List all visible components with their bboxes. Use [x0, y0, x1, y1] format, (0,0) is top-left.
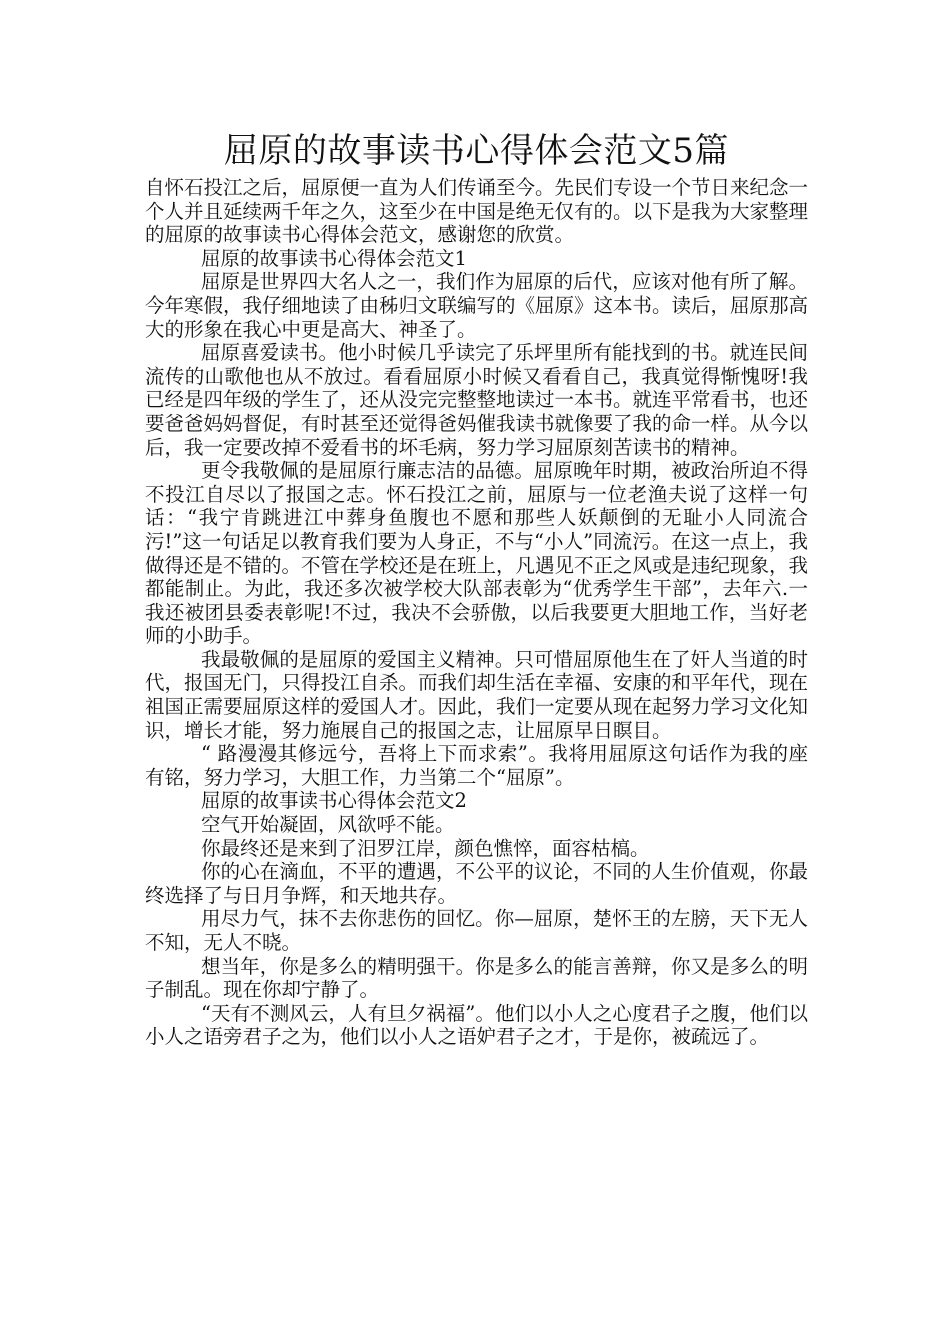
- body-paragraph: 你的心在滴血，不平的遭遇，不公平的议论，不同的人生价值观，你最终选择了与日月争辉，和天地共存。: [145, 860, 808, 907]
- body-paragraph: 用尽力气，抹不去你悲伤的回忆。你—屈原，楚怀王的左膀，天下无人不知，无人不晓。: [145, 907, 808, 954]
- body-paragraph: 屈原的故事读书心得体会范文2: [201, 789, 467, 813]
- body-paragraph: “天有不测风云，人有旦夕祸福”。他们以小人之心度君子之腹，他们以小人之语旁君子之为，他们以小人之语妒君子之才，于是你，被疏远了。: [145, 1001, 808, 1049]
- document-page: [145, 128, 808, 1049]
- body-paragraph: 更令我敬佩的是屈原行廉志洁的品德。屈原晚年时期，被政治所迫不得不投江自尽以了报国之志。怀石投江之前，屈原与一位老渔夫说了这样一句话：“我宁肯跳进江中葬身鱼腹也不愿和那些人妖颠倒的无耻小人同流合污!”这一句话足以教育我们要为人身正，不与“小人”同流污。在这一点上，我做得还是不错的。不管在学校还是在班上，凡遇见不正之风或是违纪现象，我都能制止。为此，我还多次被学校大队部表彰为“优秀学生干部”，去年六.一我还被团县委表彰呢!不过，我决不会骄傲，以后我要更大胆地工作，当好老师的小助手。: [145, 459, 809, 648]
- body-paragraph: “ 路漫漫其修远兮，吾将上下而求索”。我将用屈原这句话作为我的座有铭，努力学习，大胆工作，力当第二个“屈原”。: [145, 742, 808, 789]
- body-paragraph: 屈原的故事读书心得体会范文1: [201, 246, 467, 270]
- body-paragraph: 自怀石投江之后，屈原便一直为人们传诵至今。先民们专设一个节日来纪念一个人并且延续两千年之久，这至少在中国是绝无仅有的。以下是我为大家整理的屈原的故事读书心得体会范文，感谢您的欣赏。: [145, 176, 809, 247]
- body-paragraph: 空气开始凝固，风欲呼不能。: [201, 813, 455, 837]
- body-paragraph: 你最终还是来到了汨罗江岸，颜色憔悴，面容枯槁。: [201, 836, 650, 860]
- body-paragraph: 屈原是世界四大名人之一，我们作为屈原的后代，应该对他有所了解。今年寒假，我仔细地读了由秭归文联编写的《屈原》这本书。读后，屈原那高大的形象在我心中更是高大、神圣了。: [145, 270, 809, 341]
- document-title: 屈原的故事读书心得体会范文5篇: [223, 131, 730, 171]
- body-paragraph: 我最敬佩的是屈原的爱国主义精神。只可惜屈原他生在了奸人当道的时代，报国无门，只得投江自杀。而我们却生活在幸福、安康的和平年代，现在祖国正需要屈原这样的爱国人才。因此，我们一定要从现在起努力学习文化知识，增长才能，努力施展自己的报国之志，让屈原早日瞑目。: [145, 647, 809, 742]
- body-paragraph: 想当年，你是多么的精明强干。你是多么的能言善辩，你又是多么的明子制乱。现在你却宁静了。: [145, 954, 808, 1002]
- body-paragraph: 屈原喜爱读书。他小时候几乎读完了乐坪里所有能找到的书。就连民间流传的山歌他也从不放过。看看屈原小时候又看看自己，我真觉得惭愧呀!我已经是四年级的学生了，还从没完完整整地读过一本书。就连平常看书，也还要爸爸妈妈督促，有时甚至还觉得爸妈催我读书就像要了我的命一样。从今以后，我一定要改掉不爱看书的坏毛病，努力学习屈原刻苦读书的精神。: [145, 341, 809, 459]
- document-body: [145, 176, 808, 1049]
